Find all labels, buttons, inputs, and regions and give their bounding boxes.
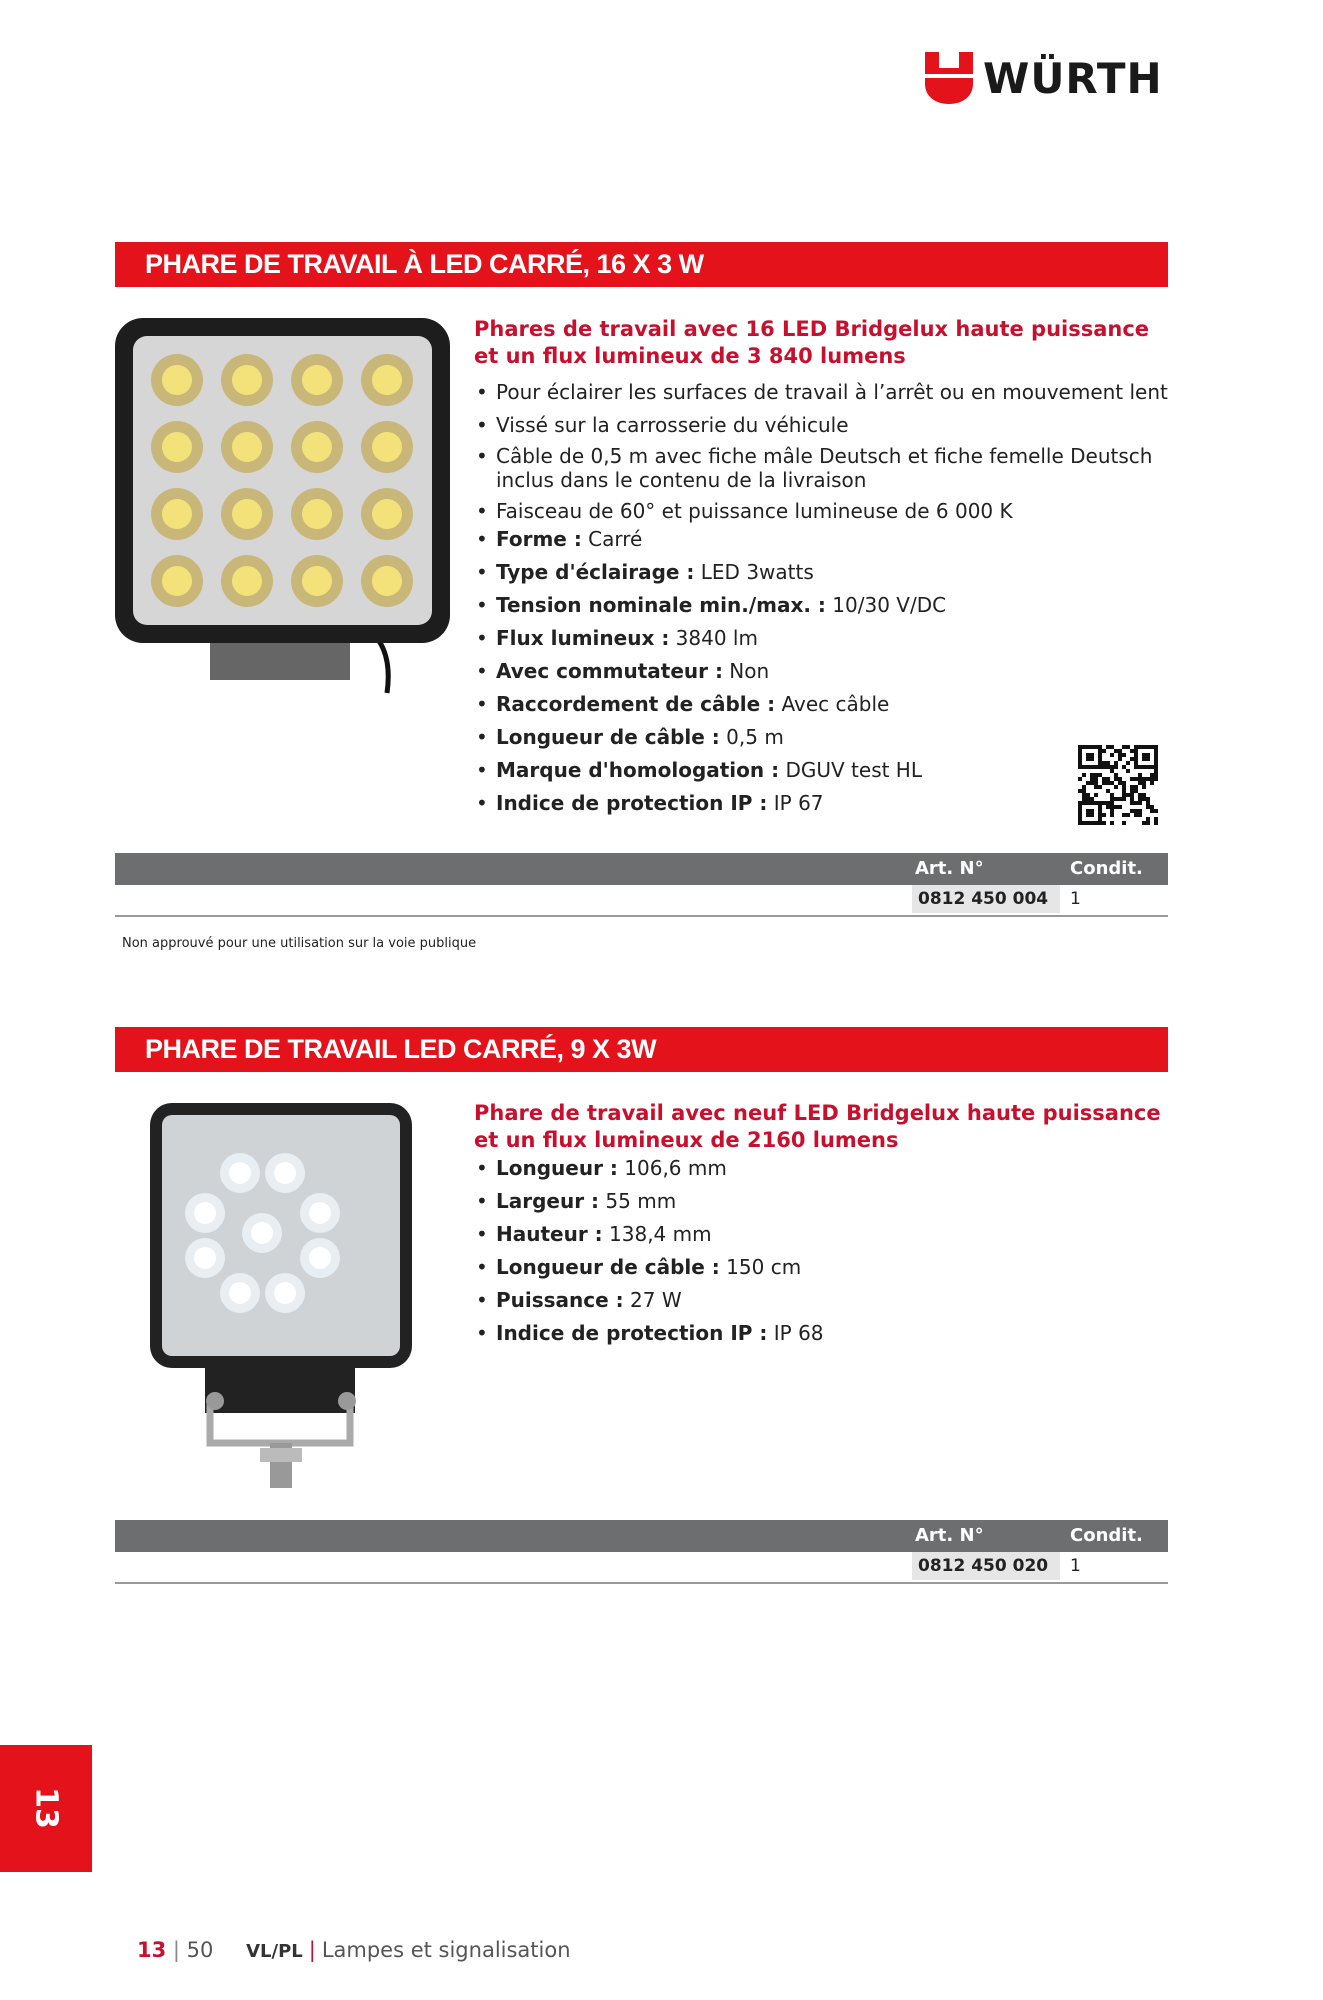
product-subtitle: Phares de travail avec 16 LED Bridgelux haute puissance et un flux lumineux de 3 840 lumens <box>474 317 1150 368</box>
led <box>229 1162 251 1184</box>
led <box>229 1282 251 1304</box>
section-code: VL/PL <box>246 1941 303 1962</box>
chapter-name: Lampes et signalisation <box>321 1938 571 1962</box>
led <box>309 1247 331 1269</box>
led <box>232 499 262 529</box>
led <box>162 365 192 395</box>
col-cond-header: Condit. <box>1070 858 1143 879</box>
feature-item: • Pour éclairer les surfaces de travail à l’arrêt ou en mouvement lent <box>474 378 1174 406</box>
packaging-quantity: 1 <box>1070 889 1081 909</box>
spec-item: • Largeur : 55 mm <box>474 1187 1174 1215</box>
spec-item: • Puissance : 27 W <box>474 1286 1174 1314</box>
packaging-quantity: 1 <box>1070 1556 1081 1576</box>
led <box>274 1282 296 1304</box>
led <box>274 1162 296 1184</box>
spec-item: • Tension nominale min./max. : 10/30 V/DC <box>474 591 1174 619</box>
led <box>372 432 402 462</box>
product-title-bar: PHARE DE TRAVAIL À LED CARRÉ, 16 X 3 W <box>115 242 1168 287</box>
spec-item: • Indice de protection IP : IP 67 <box>474 789 1174 817</box>
qr-code[interactable] <box>1078 745 1158 825</box>
spec-item: • Flux lumineux : 3840 lm <box>474 624 1174 652</box>
led <box>232 432 262 462</box>
product-spec-list <box>474 1154 1174 1352</box>
col-cond-header: Condit. <box>1070 1525 1143 1546</box>
article-table-header <box>115 853 1168 885</box>
article-table-header <box>115 1520 1168 1552</box>
led <box>162 432 192 462</box>
feature-item: • Faisceau de 60° et puissance lumineuse de 6 000 K <box>474 497 1174 525</box>
spec-item: • Longueur de câble : 0,5 m <box>474 723 1174 751</box>
spec-item: • Avec commutateur : Non <box>474 657 1174 685</box>
article-number[interactable]: 0812 450 004 <box>912 885 1060 913</box>
wurth-logo: WÜRTH <box>925 52 1163 104</box>
chapter-number: 13 <box>28 1787 64 1829</box>
spec-item: • Marque d'homologation : DGUV test HL <box>474 756 1174 784</box>
page-footer: 13 | 50 VL/PL | Lampes et signalisation <box>137 1938 571 1962</box>
article-row <box>115 1552 1168 1584</box>
led <box>232 365 262 395</box>
product-title-bar: PHARE DE TRAVAIL LED CARRÉ, 9 X 3W <box>115 1027 1168 1072</box>
spec-item: • Hauteur : 138,4 mm <box>474 1220 1174 1248</box>
led-work-light-9-image <box>140 1103 420 1493</box>
chapter-tab[interactable] <box>0 1745 92 1872</box>
led <box>302 566 332 596</box>
feature-item: • Vissé sur la carrosserie du véhicule <box>474 411 1174 439</box>
page-number: 13 <box>137 1938 167 1962</box>
footnote: Non approuvé pour une utilisation sur la voie publique <box>122 936 477 951</box>
led <box>162 499 192 529</box>
col-art-header: Art. N° <box>915 858 984 879</box>
spec-item: • Forme : Carré <box>474 525 1174 553</box>
article-number[interactable]: 0812 450 020 <box>912 1552 1060 1580</box>
led <box>302 365 332 395</box>
led <box>162 566 192 596</box>
spec-item: • Indice de protection IP : IP 68 <box>474 1319 1174 1347</box>
product-spec-list <box>474 378 1174 822</box>
spec-item: • Type d'éclairage : LED 3watts <box>474 558 1174 586</box>
led <box>372 499 402 529</box>
led <box>194 1202 216 1224</box>
article-row <box>115 885 1168 917</box>
feature-item: • Câble de 0,5 m avec fiche mâle Deutsch et fiche femelle Deutsch inclus dans le contenu de la livraison <box>474 444 1174 492</box>
product-subtitle: Phare de travail avec neuf LED Bridgelux haute puissance et un flux lumineux de 2160 lumens <box>474 1101 1161 1152</box>
wurth-logo-icon <box>925 52 973 104</box>
led <box>251 1222 273 1244</box>
spec-item: • Longueur de câble : 150 cm <box>474 1253 1174 1281</box>
led <box>232 566 262 596</box>
led-work-light-16-image <box>115 318 450 700</box>
page-total: 50 <box>186 1938 214 1962</box>
spec-item: • Longueur : 106,6 mm <box>474 1154 1174 1182</box>
led <box>309 1202 331 1224</box>
led <box>194 1247 216 1269</box>
led <box>302 432 332 462</box>
led <box>302 499 332 529</box>
spec-item: • Raccordement de câble : Avec câble <box>474 690 1174 718</box>
col-art-header: Art. N° <box>915 1525 984 1546</box>
led <box>372 566 402 596</box>
led <box>372 365 402 395</box>
